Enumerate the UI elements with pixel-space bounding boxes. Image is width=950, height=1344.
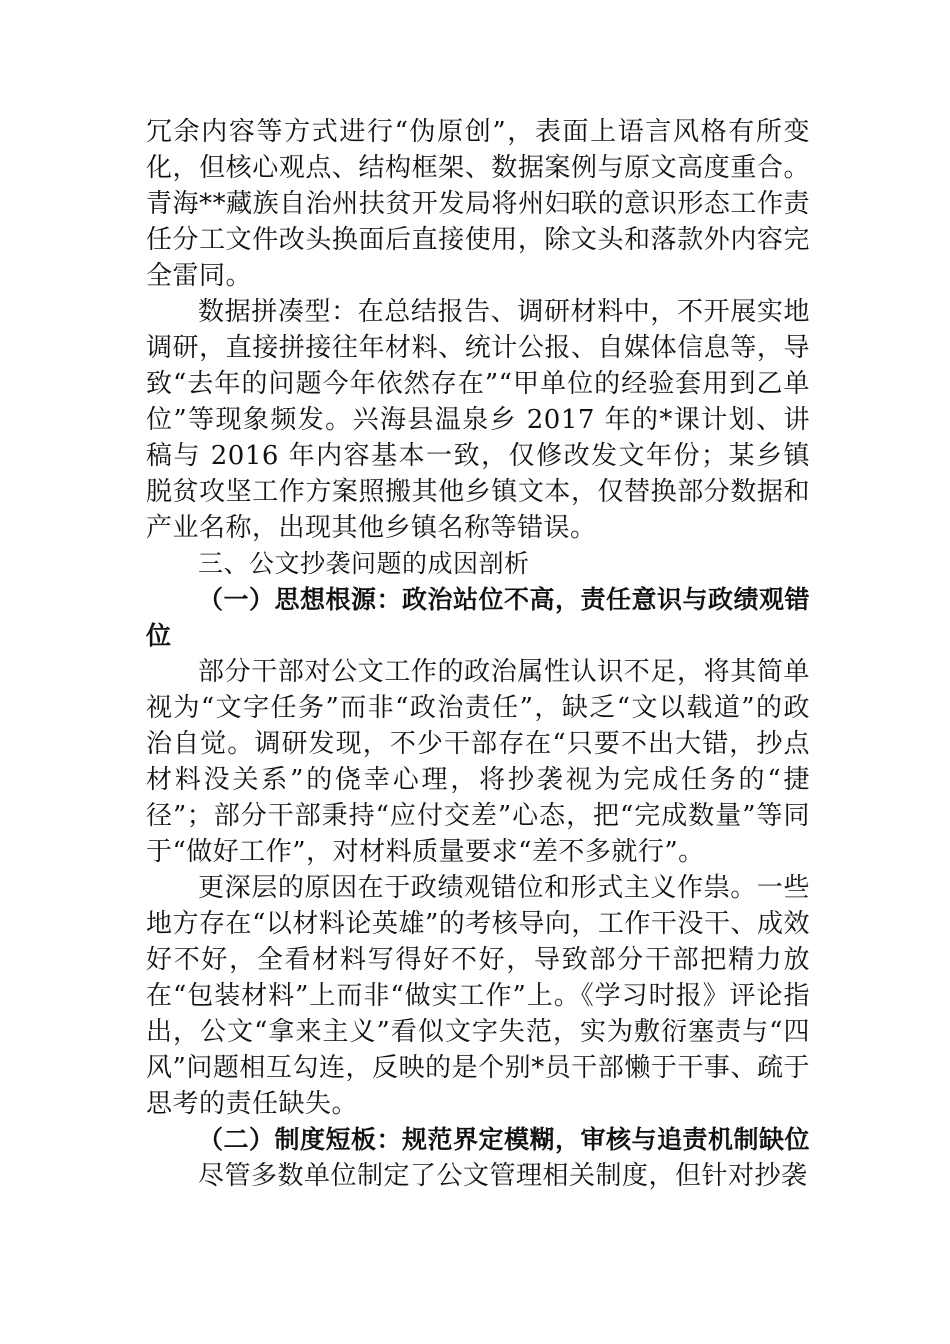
- paragraph-political-awareness: 部分干部对公文工作的政治属性认识不足，将其简单视为“文字任务”而非“政治责任”，缺乏“文以载道”的政治自觉。调研发现，不少干部存在“只要不出大错，抄点材料没关系”的侥幸心理，将抄袭视为完成任务的“捷径”；部分干部秉持“应付交差”心态，把“完成数量”等同于“做好工作”，对材料质量要求“差不多就行”。: [146, 657, 810, 867]
- document-page: [146, 114, 810, 1194]
- subsection-heading-1: （一）思想根源：政治站位不高，责任意识与政绩观错位: [146, 585, 811, 650]
- paragraph-continued: 冗余内容等方式进行“伪原创”，表面上语言风格有所变化，但核心观点、结构框架、数据案例与原文高度重合。青海**藏族自治州扶贫开发局将州妇联的意识形态工作责任分工文件改头换面后直接使用，除文头和落款外内容完全雷同。: [146, 117, 810, 291]
- subsection-heading-2: （二）制度短板：规范界定模糊，审核与追责机制缺位: [198, 1125, 811, 1154]
- section-heading: 三、公文抄袭问题的成因剖析: [198, 549, 530, 578]
- paragraph-data-patchwork: 数据拼凑型：在总结报告、调研材料中，不开展实地调研，直接拼接往年材料、统计公报、自媒体信息等，导致“去年的问题今年依然存在”“甲单位的经验套用到乙单位”等现象频发。兴海县温泉乡 2017 年的*课计划、讲稿与 2016 年内容基本一致，仅修改发文年份；某乡镇脱贫攻坚工作方案照搬其他乡镇文本，仅替换部分数据和产业名称，出现其他乡镇名称等错误。: [146, 297, 810, 543]
- paragraph-deeper-causes: 更深层的原因在于政绩观错位和形式主义作祟。一些地方存在“以材料论英雄”的考核导向，工作干没干、成效好不好，全看材料写得好不好，导致部分干部把精力放在“包装材料”上而非“做实工作”上。《学习时报》评论指出，公文“拿来主义”看似文字失范，实为敷衍塞责与“四风”问题相互勾连，反映的是个别*员干部懒于干事、疏于思考的责任缺失。: [146, 873, 810, 1119]
- paragraph-institutional-gaps: 尽管多数单位制定了公文管理相关制度，但针对抄袭: [198, 1161, 808, 1191]
